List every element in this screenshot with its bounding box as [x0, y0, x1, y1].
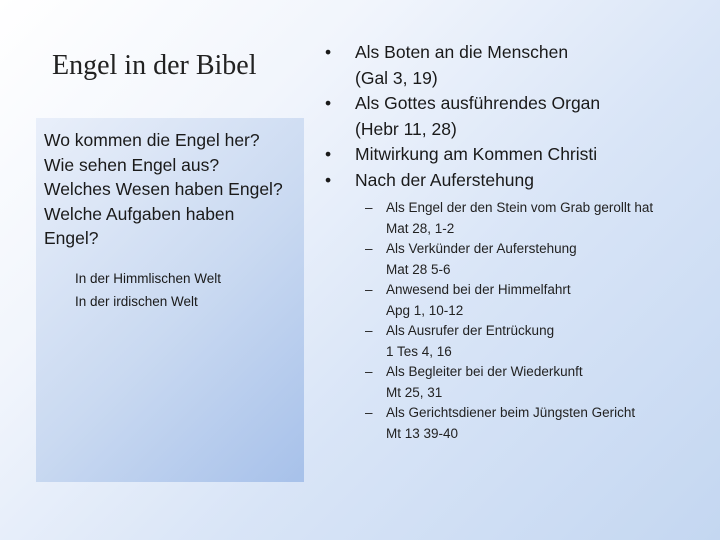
- realm-list: [75, 268, 221, 313]
- bullet-item: [325, 142, 715, 168]
- sub-bullet-item: [325, 362, 715, 403]
- dash-marker: –: [365, 405, 373, 420]
- sub-bullet-text: Als Gerichtsdiener beim Jüngsten Gericht: [386, 405, 636, 420]
- bullet-text: Nach der Auferstehung: [355, 169, 535, 190]
- question-list: [44, 128, 302, 251]
- bullet-item: [325, 168, 715, 194]
- bible-reference: (Gal 3, 19): [355, 67, 438, 88]
- sub-bullet-text: Als Begleiter bei der Wiederkunft: [386, 364, 583, 379]
- dash-marker: –: [365, 241, 373, 256]
- dash-marker: –: [365, 282, 373, 297]
- question-item: Wo kommen die Engel her?: [44, 130, 260, 150]
- bible-reference: Mat 28 5-6: [386, 261, 451, 277]
- bible-reference: Mat 28, 1-2: [386, 220, 455, 236]
- bullet-item: [325, 40, 715, 91]
- question-item: Engel?: [44, 228, 99, 248]
- dash-marker: –: [365, 364, 373, 379]
- bible-reference: (Hebr 11, 28): [355, 118, 457, 139]
- bible-reference: Apg 1, 10-12: [386, 302, 464, 318]
- question-item: Wie sehen Engel aus?: [44, 154, 220, 175]
- sub-bullet-text: Als Ausrufer der Entrückung: [386, 323, 555, 338]
- sub-bullet-list: [325, 198, 715, 444]
- bullet-item: [325, 91, 715, 142]
- realm-item: In der irdischen Welt: [75, 293, 198, 309]
- dash-marker: –: [365, 323, 373, 338]
- bible-reference: Mt 13 39-40: [386, 425, 459, 441]
- sub-bullet-text: Als Engel der den Stein vom Grab gerollt hat: [386, 200, 654, 215]
- sub-bullet-item: [325, 321, 715, 362]
- dash-marker: –: [365, 200, 373, 215]
- sub-bullet-item: [325, 239, 715, 280]
- sub-bullet-text: Als Verkünder der Auferstehung: [386, 241, 577, 256]
- bullet-text: Als Gottes ausführendes Organ: [355, 93, 601, 113]
- bible-reference: 1 Tes 4, 16: [386, 343, 452, 359]
- realm-item: In der Himmlischen Welt: [75, 271, 222, 286]
- question-item: Welches Wesen haben Engel?: [44, 179, 283, 199]
- bullet-marker: •: [325, 169, 332, 190]
- bullet-marker: •: [325, 144, 332, 164]
- sub-bullet-text: Anwesend bei der Himmelfahrt: [386, 282, 571, 297]
- bullet-text: Mitwirkung am Kommen Christi: [355, 144, 598, 164]
- bullet-text: Als Boten an die Menschen: [355, 42, 569, 62]
- slide-title: Engel in der Bibel: [52, 50, 257, 81]
- sub-bullet-item: [325, 280, 715, 321]
- bullet-marker: •: [325, 93, 332, 113]
- question-item: Welche Aufgaben haben: [44, 203, 235, 224]
- sub-bullet-item: [325, 198, 715, 239]
- bible-reference: Mt 25, 31: [386, 384, 443, 400]
- sub-bullet-item: [325, 403, 715, 444]
- bullet-marker: •: [325, 42, 332, 62]
- tasks-list: [325, 40, 715, 444]
